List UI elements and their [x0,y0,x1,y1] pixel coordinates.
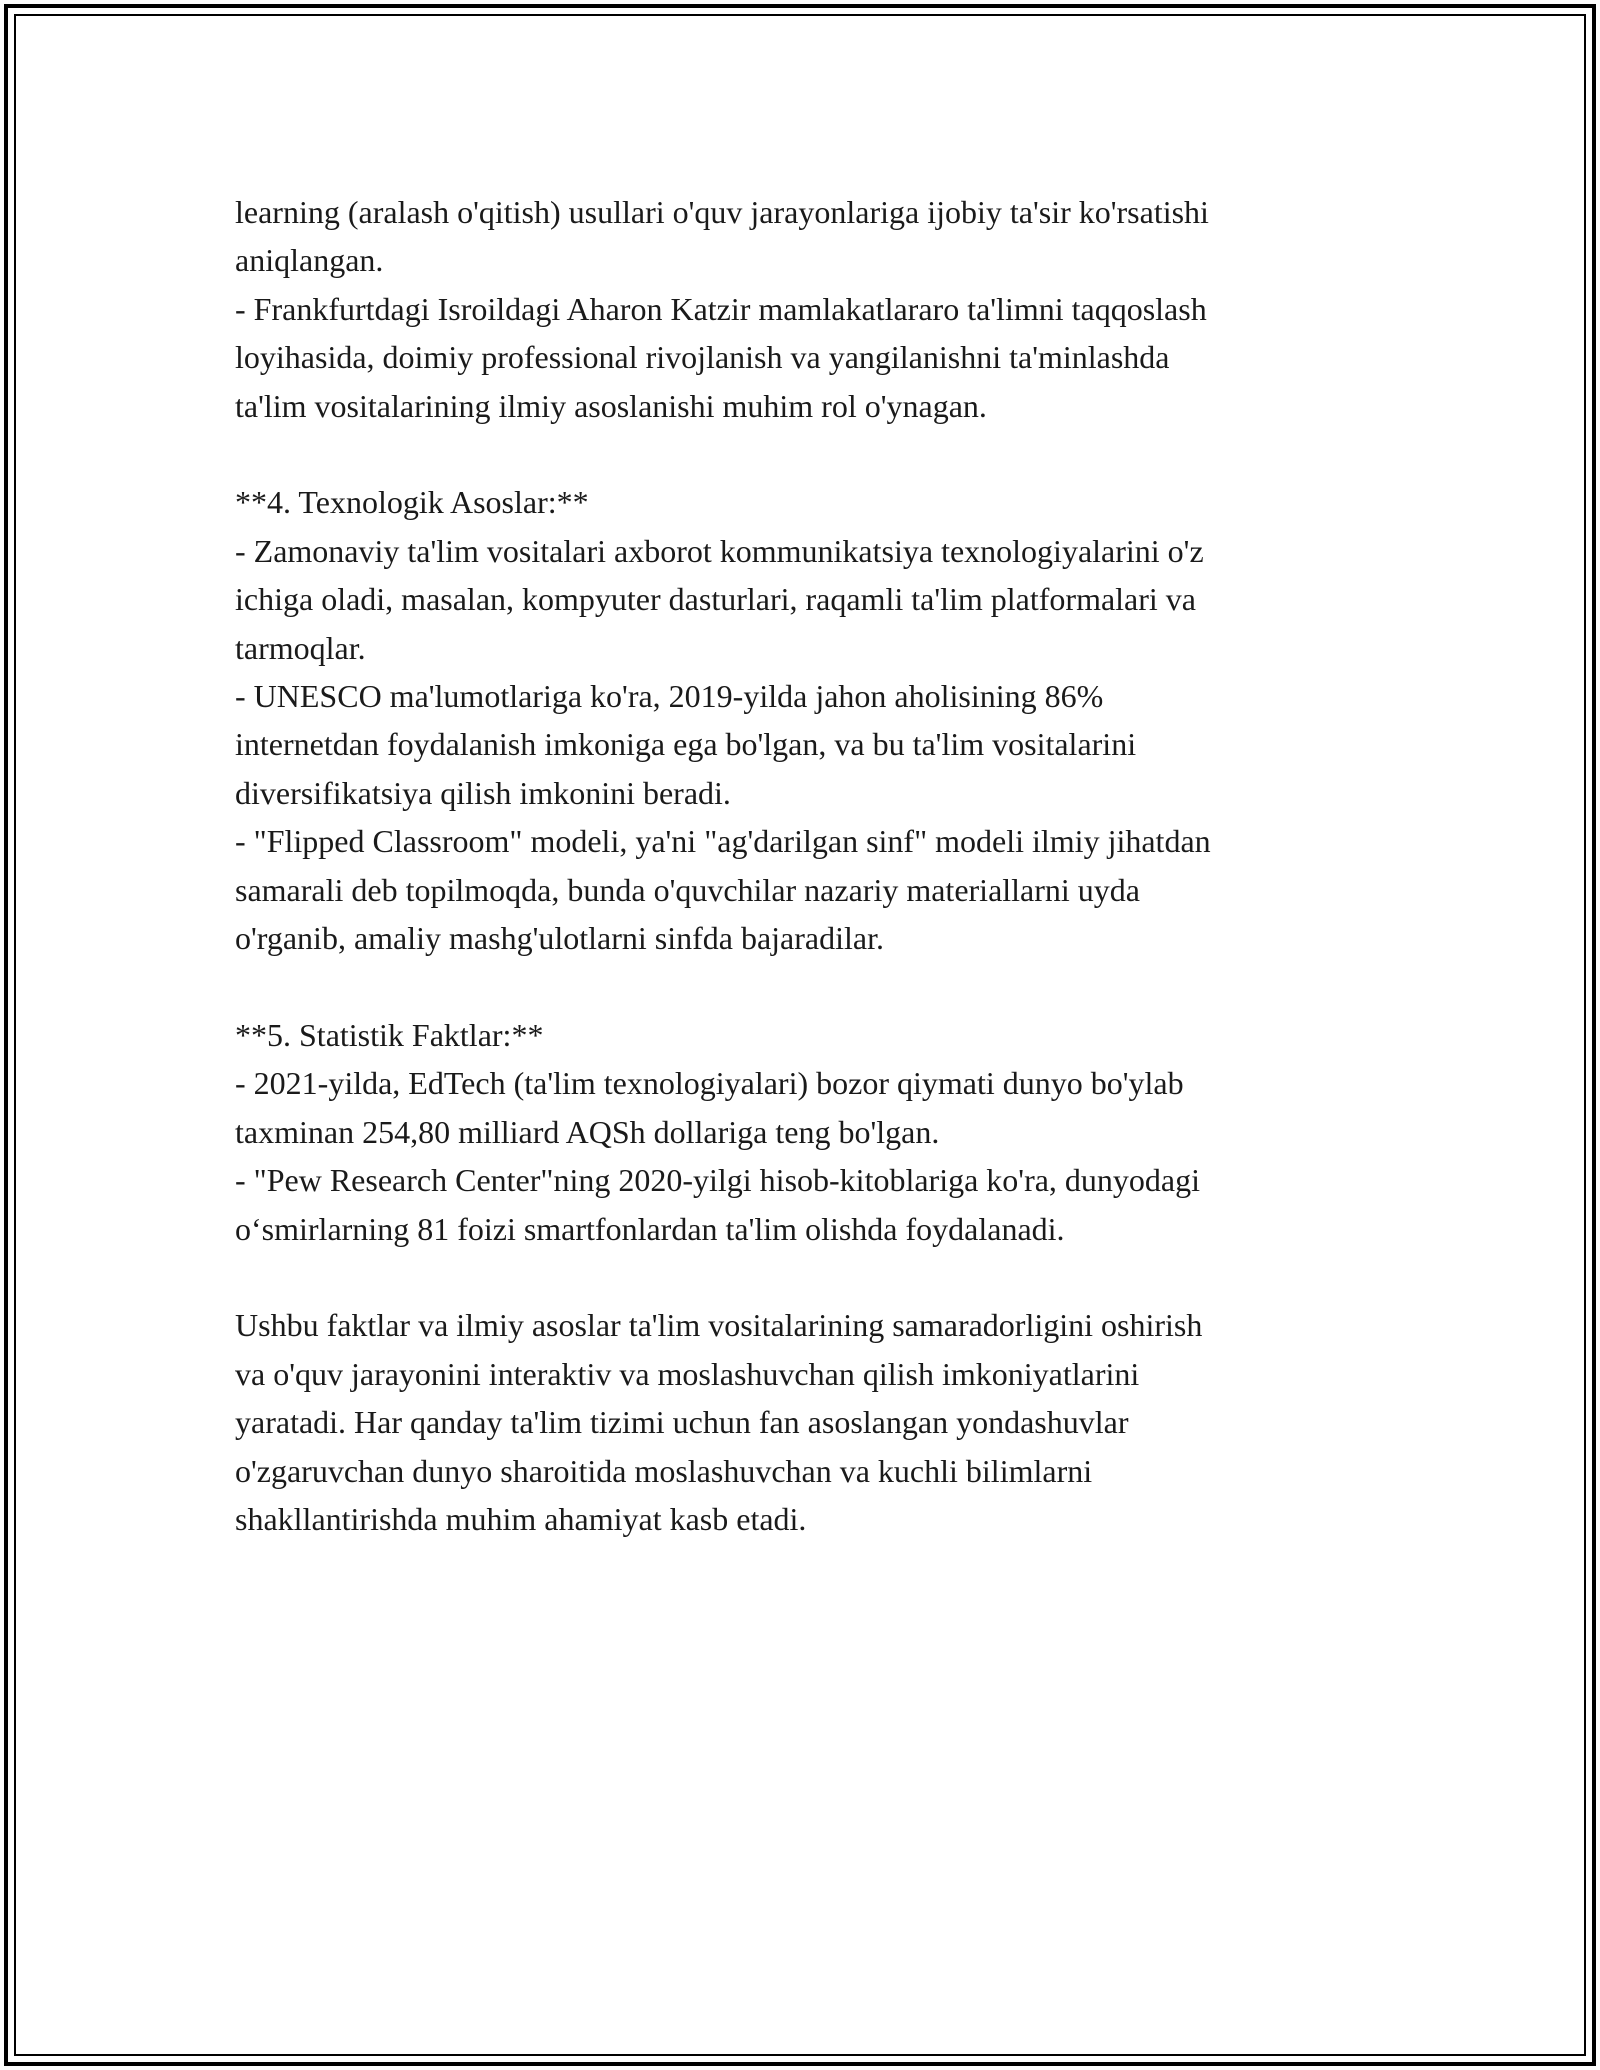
text-line: o'rganib, amaliy mashg'ulotlarni sinfda bajaradilar. [235,920,884,957]
paragraph-methods-continuation [235,188,1415,430]
text-line: - Frankfurtdagi Isroildagi Aharon Katzir mamlakatlararo ta'limni taqqoslash [235,290,1207,327]
paragraph-conclusion [235,1301,1415,1543]
text-line: ta'lim vositalarining ilmiy asoslanishi muhim rol o'ynagan. [235,387,987,424]
text-line: diversifikatsiya qilish imkonini beradi. [235,774,731,811]
text-line: Ushbu faktlar va ilmiy asoslar ta'lim vositalarining samaradorligini oshirish [235,1307,1203,1344]
text-line: - "Flipped Classroom" modeli, ya'ni "ag'darilgan sinf" modeli ilmiy jihatdan [235,823,1211,860]
text-line: o‘smirlarning 81 foizi smartfonlardan ta'lim olishda foydalanadi. [235,1210,1065,1247]
text-line: tarmoqlar. [235,629,366,666]
paragraph-spacer [235,430,1415,478]
text-line: ichiga oladi, masalan, kompyuter dasturlari, raqamli ta'lim platformalari va [235,581,1196,618]
text-line: shakllantirishda muhim ahamiyat kasb etadi. [235,1500,807,1537]
section-heading: **4. Texnologik Asoslar:** [235,484,589,521]
text-line: - UNESCO ma'lumotlariga ko'ra, 2019-yilda jahon aholisining 86% [235,678,1104,715]
text-line: samarali deb topilmoqda, bunda o'quvchilar nazariy materiallarni uyda [235,871,1140,908]
text-line: loyihasida, doimiy professional rivojlanish va yangilanishni ta'minlashda [235,339,1170,376]
text-line: aniqlangan. [235,242,384,279]
paragraph-spacer [235,962,1415,1010]
text-line: va o'quv jarayonini interaktiv va moslashuvchan qilish imkoniyatlarini [235,1355,1140,1392]
section-statistical-facts [235,1011,1415,1253]
text-line: taxminan 254,80 milliard AQSh dollariga teng bo'lgan. [235,1113,940,1150]
text-line: learning (aralash o'qitish) usullari o'quv jarayonlariga ijobiy ta'sir ko'rsatishi [235,194,1209,230]
text-line: yaratadi. Har qanday ta'lim tizimi uchun fan asoslangan yondashuvlar [235,1404,1129,1441]
text-line: internetdan foydalanish imkoniga ega bo'lgan, va bu ta'lim vositalarini [235,726,1137,763]
text-line: - Zamonaviy ta'lim vositalari axborot kommunikatsiya texnologiyalarini o'z [235,532,1204,569]
document-body [235,188,1415,1543]
paragraph-spacer [235,1253,1415,1301]
section-technological-foundations [235,478,1415,962]
text-line: o'zgaruvchan dunyo sharoitida moslashuvchan va kuchli bilimlarni [235,1452,1093,1489]
section-heading: **5. Statistik Faktlar:** [235,1016,544,1053]
text-line: - "Pew Research Center"ning 2020-yilgi hisob-kitoblariga ko'ra, dunyodagi [235,1162,1201,1199]
text-line: - 2021-yilda, EdTech (ta'lim texnologiyalari) bozor qiymati dunyo bo'ylab [235,1065,1184,1102]
